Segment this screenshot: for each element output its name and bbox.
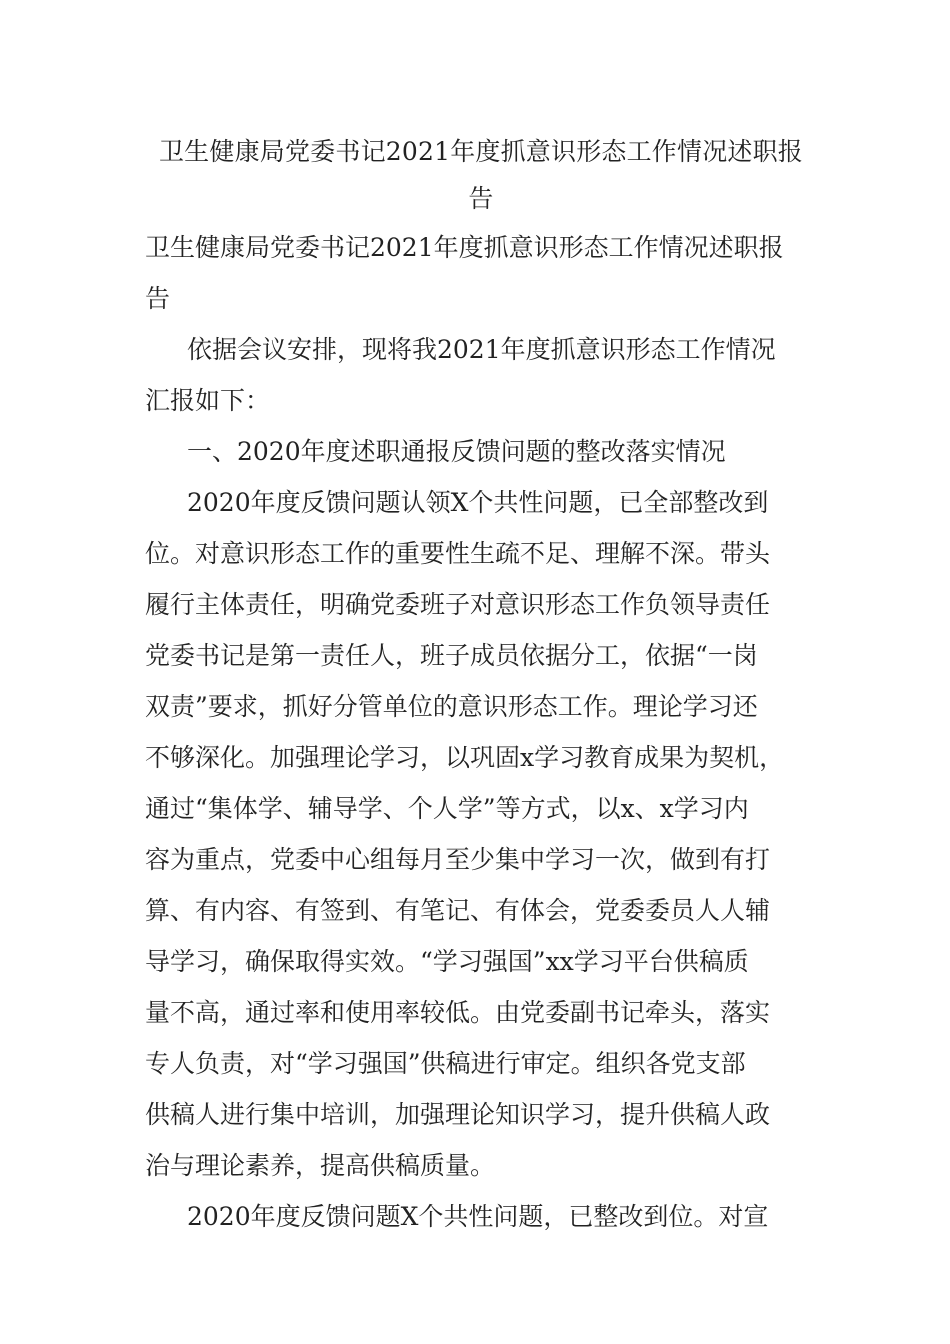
paragraph-line: 算、有内容、有签到、有笔记、有体会，党委委员人人辅	[145, 896, 771, 925]
paragraph-line: 专人负责，对“学习强国”供稿进行审定。组织各党支部	[145, 1049, 746, 1078]
paragraph-line: 容为重点，党委中心组每月至少集中学习一次，做到有打	[145, 845, 771, 874]
title-line: 告	[468, 184, 494, 213]
paragraph-line: 通过“集体学、辅导学、个人学”等方式，以x、x学习内	[145, 794, 749, 823]
paragraph-line: 量不高，通过率和使用率较低。由党委副书记牵头，落实	[145, 998, 771, 1027]
paragraph-line: 履行主体责任，明确党委班子对意识形态工作负领导责任	[145, 590, 771, 619]
subtitle-line: 告	[145, 284, 171, 313]
document-content	[145, 128, 817, 1242]
paragraph-line: 供稿人进行集中培训，加强理论知识学习，提升供稿人政	[145, 1100, 771, 1129]
paragraph-line: 汇报如下：	[145, 386, 271, 415]
title-line: 卫生健康局党委书记2021年度抓意识形态工作情况述职报	[158, 137, 804, 166]
paragraph-line: 依据会议安排，现将我2021年度抓意识形态工作情况	[187, 335, 776, 364]
paragraph-line: 2020年度反馈问题认领X个共性问题，已全部整改到	[187, 488, 769, 517]
document-title	[145, 128, 817, 222]
paragraph-line: 双责”要求，抓好分管单位的意识形态工作。理论学习还	[145, 692, 758, 721]
paragraph-line: 2020年度反馈问题X个共性问题，已整改到位。对宣	[187, 1202, 769, 1231]
paragraph-line: 党委书记是第一责任人，班子成员依据分工，依据“一岗	[145, 641, 758, 670]
paragraph-line: 导学习，确保取得实效。“学习强国”xx学习平台供稿质	[145, 947, 749, 976]
paragraph-line: 不够深化。加强理论学习，以巩固x学习教育成果为契机，	[145, 743, 785, 772]
document-subtitle	[145, 222, 817, 324]
section-heading: 一、2020年度述职通报反馈问题的整改落实情况	[187, 437, 726, 466]
paragraph-line: 位。对意识形态工作的重要性生疏不足、理解不深。带头	[145, 539, 771, 568]
paragraph-line: 治与理论素养，提高供稿质量。	[145, 1151, 496, 1180]
subtitle-line: 卫生健康局党委书记2021年度抓意识形态工作情况述职报	[145, 233, 784, 262]
document-body	[145, 324, 817, 1242]
